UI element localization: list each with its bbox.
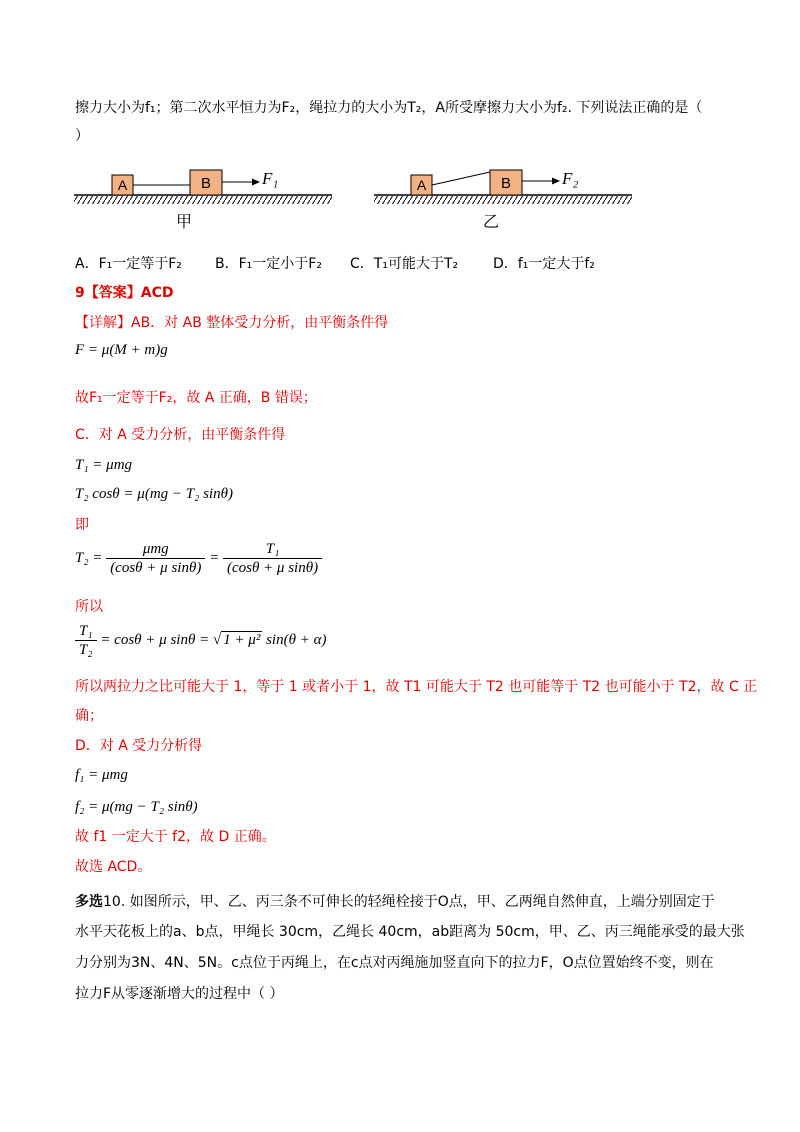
detail-c-conclusion-2: 确； xyxy=(75,708,103,724)
answer-label: 9【答案】ACD xyxy=(75,285,174,301)
problem9-intro-line2: ） xyxy=(75,128,89,144)
eq5-tail: sin(θ + α) xyxy=(266,631,327,648)
detail-c-conclusion-1: 所以两拉力之比可能大于 1，等于 1 或者小于 1，故 T1 可能大于 T2 也可能等于 T2 也可能小于 T2，故 C 正 xyxy=(75,679,758,695)
eq4-num-2: T₁ xyxy=(223,540,322,559)
force-label-right: F₂ xyxy=(562,169,579,188)
equation-5 xyxy=(75,622,326,659)
eq5-den: T₂ xyxy=(79,642,93,658)
eq5-sqrt: 1 + μ² xyxy=(223,631,261,648)
block-a-right-label: A xyxy=(416,177,427,193)
eq4-den-1: (cosθ + μ sinθ) xyxy=(110,560,202,576)
option-c: C．T₁可能大于T₂ xyxy=(350,256,459,272)
eq5-num: T₁ xyxy=(75,622,97,641)
equation-4 xyxy=(75,540,322,577)
block-b-label: B xyxy=(200,175,212,192)
final-answer: 故选 ACD。 xyxy=(75,859,152,875)
equation-1: F = μ(M + m)g xyxy=(75,342,168,358)
problem10-line3: 力分别为3N、4N、5N。c点位于丙绳上，在c点对丙绳施加竖直向下的拉力F，O点位置始终不变，则在 xyxy=(75,955,714,971)
eq5-fraction xyxy=(75,622,97,659)
figure-right-diagram xyxy=(370,160,640,232)
block-a-label: A xyxy=(117,177,128,193)
detail-d-conclusion: 故 f1 一定大于 f2，故 D 正确。 xyxy=(75,829,276,845)
eq4-num-1: μmg xyxy=(106,540,205,559)
option-b: B．F₁一定小于F₂ xyxy=(215,256,322,272)
problem10-tag: 多选 xyxy=(75,894,103,910)
eq4-fraction-2 xyxy=(223,540,322,577)
rope-right xyxy=(432,172,490,185)
detail-d-header: D．对 A 受力分析得 xyxy=(75,738,203,754)
problem9-intro-line1: 擦力大小为f₁；第二次水平恒力为F₂，绳拉力的大小为T₂，A所受摩擦力大小为f₂. 下列说法正确的是（ xyxy=(75,100,703,116)
block-b-right-label: B xyxy=(500,175,512,192)
problem10-line2: 水平天花板上的a、b点，甲绳长 30cm，乙绳长 40cm，ab距离为 50cm，甲、乙、丙三绳能承受的最大张 xyxy=(75,924,745,940)
problem10-text-1: 10. 如图所示，甲、乙、丙三条不可伸长的轻绳栓接于O点，甲、乙两绳自然伸直，上端分别固定于 xyxy=(103,894,715,910)
equation-7: f₂ = μ(mg − T₂ sinθ) xyxy=(75,799,198,815)
eq4-equals: = xyxy=(209,549,220,566)
equation-6: f₁ = μmg xyxy=(75,767,128,783)
eq4-den-2: (cosθ + μ sinθ) xyxy=(226,560,319,576)
eq4-lhs: T₂ = xyxy=(75,549,103,566)
problem10-line4: 拉力F从零逐渐增大的过程中（ ） xyxy=(75,986,284,1002)
suoyi-label: 所以 xyxy=(75,599,103,615)
option-d: D．f₁一定大于f₂ xyxy=(493,256,595,272)
sqrt-icon: √ xyxy=(212,631,222,648)
ji-label: 即 xyxy=(75,517,89,533)
force-label-left: F₁ xyxy=(262,169,279,188)
problem10-line1 xyxy=(75,892,715,912)
equation-3: T₂ cosθ = μ(mg − T₂ sinθ) xyxy=(75,486,233,502)
option-a: A．F₁一定等于F₂ xyxy=(75,256,182,272)
caption-right: 乙 xyxy=(483,212,500,231)
caption-left: 甲 xyxy=(176,212,193,231)
detail-ab-header: 【详解】AB．对 AB 整体受力分析，由平衡条件得 xyxy=(75,315,389,331)
eq5-middle: = cosθ + μ sinθ = xyxy=(100,631,210,648)
eq4-fraction-1 xyxy=(106,540,205,577)
detail-ab-conclusion: 故F₁一定等于F₂，故 A 正确，B 错误； xyxy=(75,390,317,406)
equation-2: T₁ = μmg xyxy=(75,457,133,473)
figure-left-diagram xyxy=(70,160,340,232)
detail-c-header: C．对 A 受力分析，由平衡条件得 xyxy=(75,427,286,443)
